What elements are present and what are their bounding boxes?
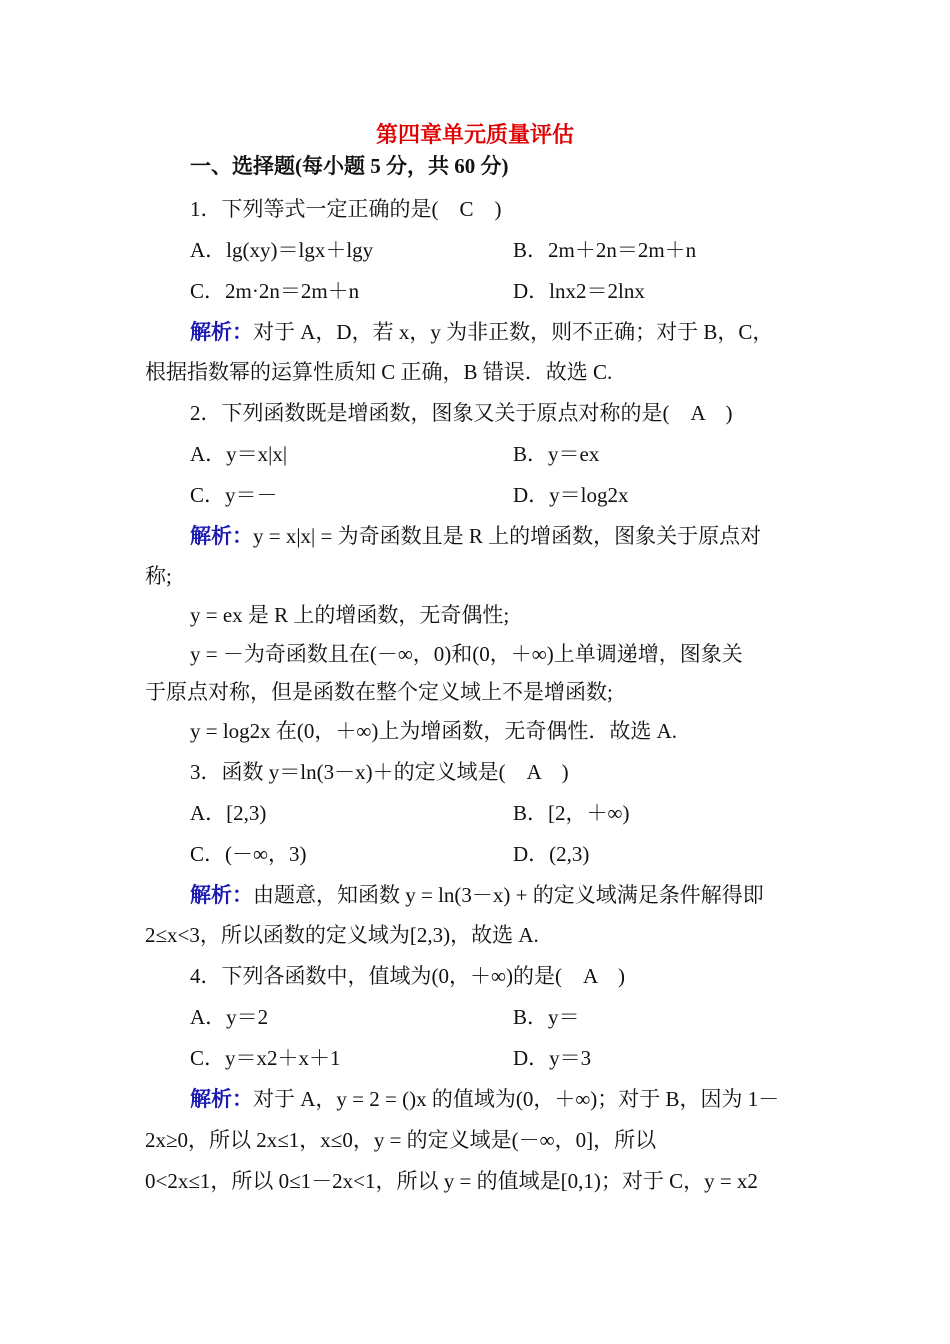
- analysis-text: 对于 A，y = 2 = ()x 的值域为(0，＋∞)；对于 B，因为 1－: [253, 1087, 780, 1111]
- analysis-label: 解析：: [190, 1087, 253, 1111]
- option-3b: B．[2，＋∞): [513, 801, 630, 825]
- analysis-text: y = x|x| = 为奇函数且是 R 上的增函数，图象关于原点对: [253, 524, 762, 548]
- analysis-2-line: y = ex 是 R 上的增函数，无奇偶性;: [190, 603, 510, 627]
- question-4: 4．下列各函数中，值域为(0，＋∞)的是( A ): [190, 964, 625, 988]
- option-2c: C．y＝－: [190, 483, 278, 507]
- option-2d: D．y＝log2x: [513, 483, 629, 507]
- analysis-text: 由题意，知函数 y = ln(3－x) + 的定义域满足条件解得即: [253, 883, 764, 907]
- analysis-4: [190, 1085, 779, 1113]
- option-1c: C．2m·2n＝2m＋n: [190, 279, 360, 303]
- option-1b: B．2m＋2n＝2m＋n: [513, 238, 697, 262]
- option-1d: D．lnx2＝2lnx: [513, 279, 645, 303]
- analysis-3-cont: 2≤x<3，所以函数的定义域为[2,3)，故选 A.: [145, 923, 539, 947]
- analysis-4-cont: 0<2x≤1，所以 0≤1－2x<1，所以 y = 的值域是[0,1)；对于 C，y = x2: [145, 1169, 758, 1193]
- analysis-4-cont: 2x≥0，所以 2x≤1，x≤0，y = 的定义域是(－∞，0]，所以: [145, 1128, 657, 1152]
- option-3d: D．(2,3): [513, 842, 590, 866]
- analysis-1: [190, 318, 773, 346]
- option-2a: A．y＝x|x|: [190, 442, 288, 466]
- question-2: 2．下列函数既是增函数，图象又关于原点对称的是( A ): [190, 401, 733, 425]
- question-1: 1．下列等式一定正确的是( C ): [190, 197, 502, 221]
- question-3: 3．函数 y＝ln(3－x)＋的定义域是( A ): [190, 760, 569, 784]
- analysis-2-line: y = log2x 在(0，＋∞)上为增函数，无奇偶性．故选 A.: [190, 719, 678, 743]
- option-4a: A．y＝2: [190, 1005, 269, 1029]
- option-3a: A．[2,3): [190, 801, 267, 825]
- analysis-2-line: y = －为奇函数且在(－∞，0)和(0，＋∞)上单调递增，图象关: [190, 642, 743, 666]
- analysis-2-line: 于原点对称，但是函数在整个定义域上不是增函数;: [145, 680, 613, 704]
- analysis-label: 解析：: [190, 320, 253, 344]
- analysis-label: 解析：: [190, 524, 253, 548]
- option-4d: D．y＝3: [513, 1046, 592, 1070]
- option-4b: B．y＝: [513, 1005, 580, 1029]
- option-2b: B．y＝ex: [513, 442, 600, 466]
- analysis-2: [190, 522, 761, 550]
- analysis-2-cont: 称;: [145, 564, 172, 588]
- section-heading: 一、选择题(每小题 5 分，共 60 分): [190, 154, 509, 178]
- option-1a: A．lg(xy)＝lgx＋lgy: [190, 238, 374, 262]
- analysis-1-cont: 根据指数幂的运算性质知 C 正确，B 错误．故选 C.: [145, 360, 613, 384]
- analysis-label: 解析：: [190, 883, 253, 907]
- option-3c: C．(－∞，3): [190, 842, 307, 866]
- analysis-3: [190, 881, 764, 909]
- option-4c: C．y＝x2＋x＋1: [190, 1046, 341, 1070]
- page-title: 第四章单元质量评估: [375, 122, 574, 147]
- analysis-text: 对于 A，D，若 x，y 为非正数，则不正确；对于 B，C，: [253, 320, 774, 344]
